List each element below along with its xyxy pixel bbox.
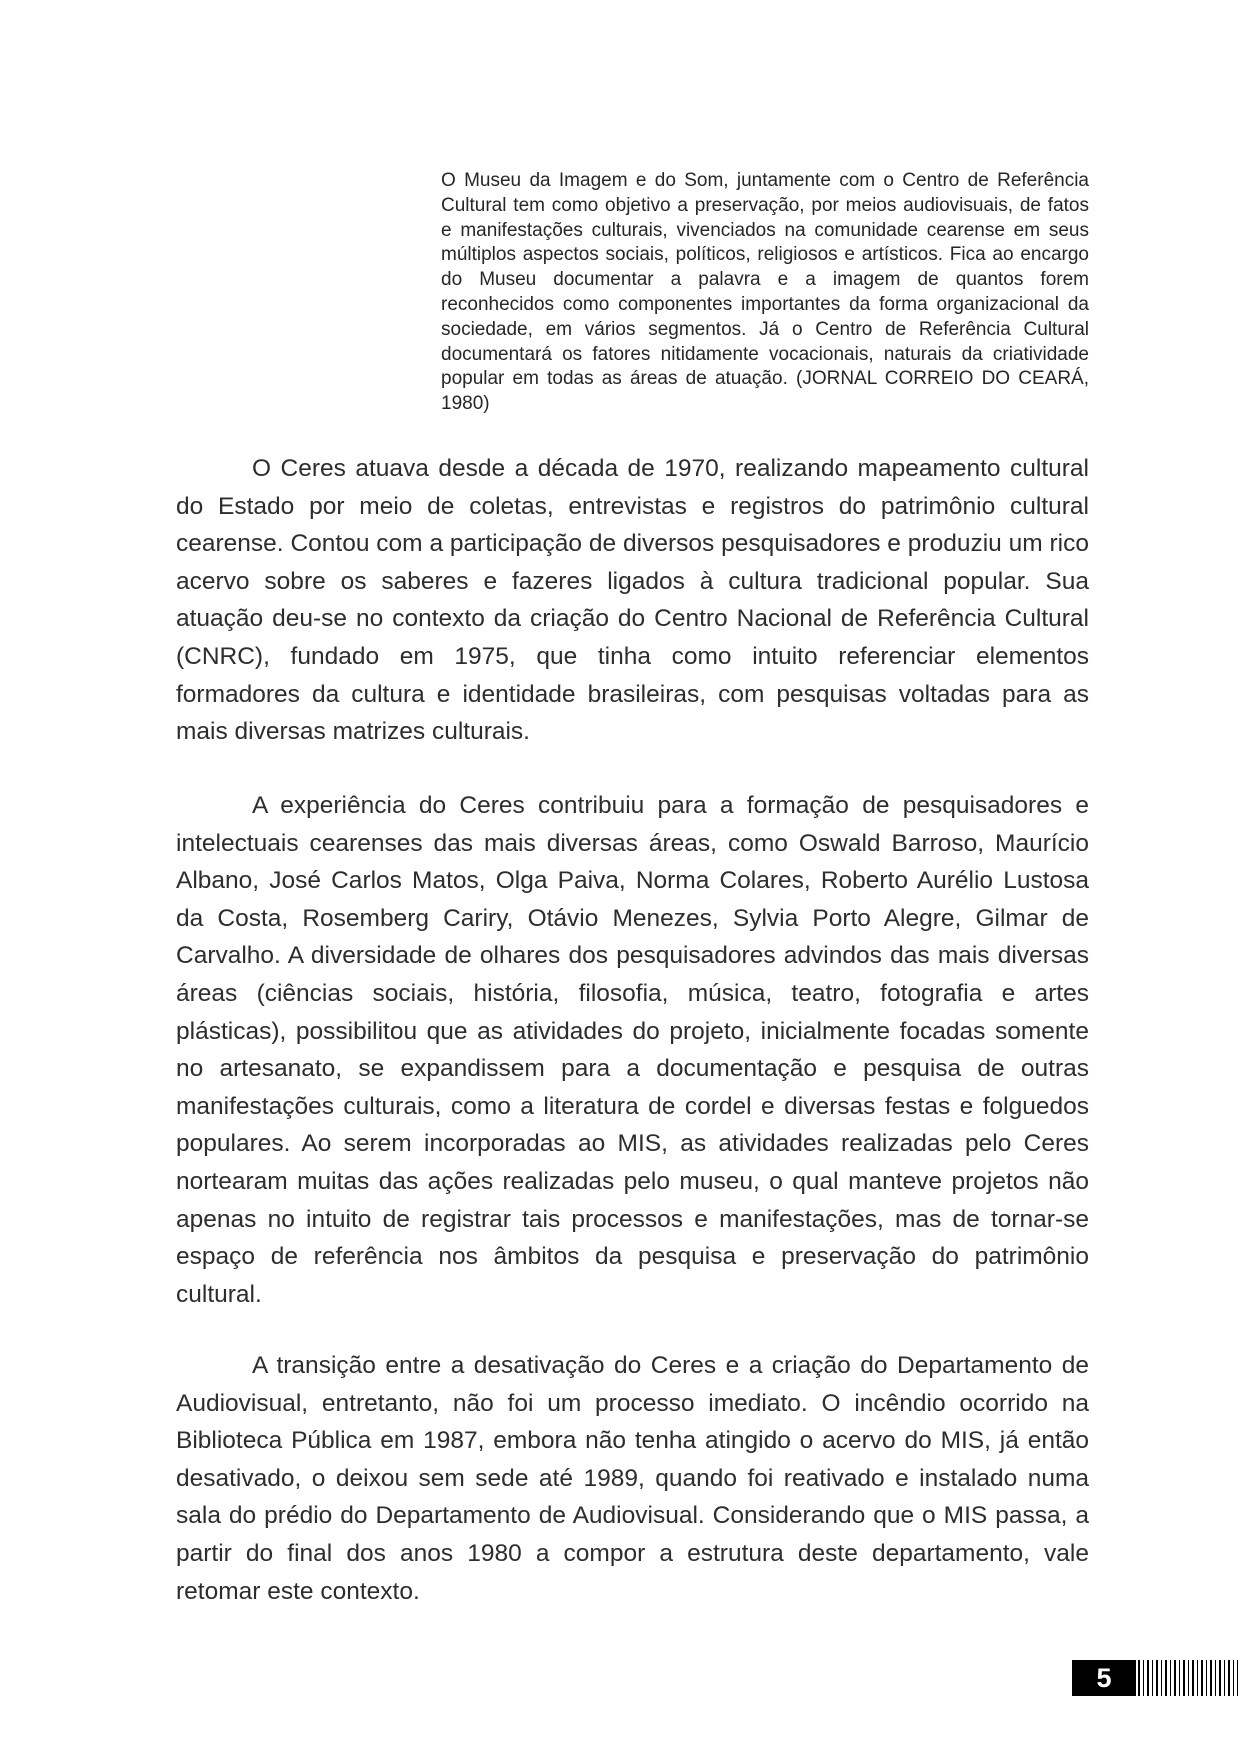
body-paragraph-1: O Ceres atuava desde a década de 1970, realizando mapeamento cultural do Estado por meio de coletas, entrevistas e registros do patrimônio cultural cearense. Contou com a participação de diversos pesquisadores e produziu um rico acervo sobre os saberes e fazeres ligados à cultura tradicional popular. Sua atuação deu-se no contexto da criação do Centro Nacional de Referência Cultural (CNRC), fundado em 1975, que tinha como intuito referenciar elementos formadores da cultura e identidade brasileiras, com pesquisas voltadas para as mais diversas matrizes culturais. bbox=[176, 455, 1089, 746]
page-number: 5 bbox=[1072, 1660, 1136, 1696]
block-quote: O Museu da Imagem e do Som, juntamente com o Centro de Referência Cultural tem como objetivo a preservação, por meios audiovisuais, de fatos e manifestações culturais, vivenciados na comunidade cearense em seus múltiplos aspectos sociais, políticos, religiosos e artísticos. Fica ao encargo do Museu documentar a palavra e a imagem de quantos forem reconhecidos como componentes importantes da forma organizacional da sociedade, em vários segmentos. Já o Centro de Referência Cultural documentará os fatores nitidamente vocacionais, naturais da criatividade popular em todas as áreas de atuação. (JORNAL CORREIO DO CEARÁ, 1980) bbox=[441, 170, 1089, 415]
barcode-decoration bbox=[1138, 1660, 1238, 1696]
body-paragraph-3: A transição entre a desativação do Ceres e a criação do Departamento de Audiovisual, entretanto, não foi um processo imediato. O incêndio ocorrido na Biblioteca Pública em 1987, embora não tenha atingido o acervo do MIS, já então desativado, o deixou sem sede até 1989, quando foi reativado e instalado numa sala do prédio do Departamento de Audiovisual. Considerando que o MIS passa, a partir do final dos anos 1980 a compor a estrutura deste departamento, vale retomar este contexto. bbox=[176, 1352, 1089, 1605]
body-paragraph-2: A experiência do Ceres contribuiu para a formação de pesquisadores e intelectuais cearenses das mais diversas áreas, como Oswald Barroso, Maurício Albano, José Carlos Matos, Olga Paiva, Norma Colares, Roberto Aurélio Lustosa da Costa, Rosemberg Cariry, Otávio Menezes, Sylvia Porto Alegre, Gilmar de Carvalho. A diversidade de olhares dos pesquisadores advindos das mais diversas áreas (ciências sociais, história, filosofia, música, teatro, fotografia e artes plásticas), possibilitou que as atividades do projeto, inicialmente focadas somente no artesanato, se expandissem para a documentação e pesquisa de outras manifestações culturais, como a literatura de cordel e diversas festas e folguedos populares. Ao serem incorporadas ao MIS, as atividades realizadas pelo Ceres nortearam muitas das ações realizadas pelo museu, o qual manteve projetos não apenas no intuito de registrar tais processos e manifestações, mas de tornar-se espaço de referência nos âmbitos da pesquisa e preservação do patrimônio cultural. bbox=[176, 792, 1089, 1308]
